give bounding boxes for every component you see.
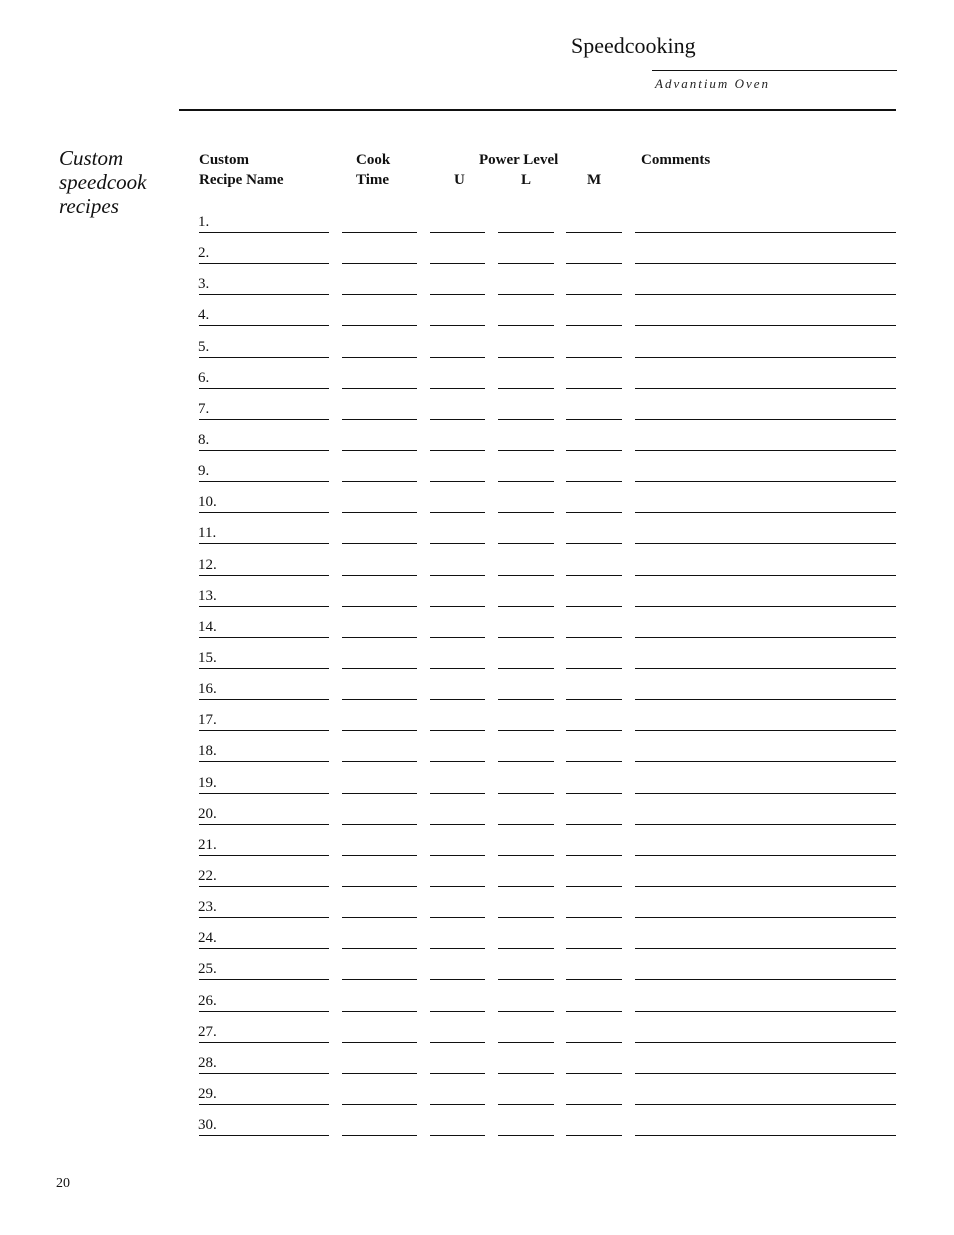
recipe-name-line — [199, 512, 329, 513]
recipe-name-line — [199, 761, 329, 762]
row-number: 4. — [198, 307, 210, 323]
comments-line — [635, 419, 896, 420]
cook-time-line — [342, 917, 417, 918]
comments-line — [635, 1042, 896, 1043]
power-l-line — [498, 325, 554, 326]
recipe-name-line — [199, 917, 329, 918]
power-l-line — [498, 886, 554, 887]
power-l-line — [498, 917, 554, 918]
power-m-line — [566, 481, 622, 482]
power-m-line — [566, 1042, 622, 1043]
power-l-line — [498, 730, 554, 731]
cook-time-line — [342, 730, 417, 731]
power-l-line — [498, 419, 554, 420]
comments-line — [635, 917, 896, 918]
row-number: 9. — [198, 463, 210, 479]
row-number: 24. — [198, 930, 217, 946]
power-m-line — [566, 948, 622, 949]
power-l-line — [498, 1042, 554, 1043]
cook-time-line — [342, 419, 417, 420]
power-l-line — [498, 761, 554, 762]
row-number: 1. — [198, 214, 210, 230]
power-l-line — [498, 512, 554, 513]
power-l-line — [498, 388, 554, 389]
power-m-line — [566, 637, 622, 638]
cook-time-line — [342, 761, 417, 762]
power-u-line — [430, 948, 485, 949]
recipe-name-line — [199, 1073, 329, 1074]
power-l-line — [498, 357, 554, 358]
row-number: 7. — [198, 401, 210, 417]
power-m-line — [566, 606, 622, 607]
power-m-line — [566, 575, 622, 576]
power-u-line — [430, 1104, 485, 1105]
row-number: 10. — [198, 494, 217, 510]
power-l-line — [498, 948, 554, 949]
power-l-line — [498, 1073, 554, 1074]
comments-line — [635, 357, 896, 358]
cook-time-line — [342, 1104, 417, 1105]
cook-time-line — [342, 699, 417, 700]
power-m-line — [566, 886, 622, 887]
comments-line — [635, 699, 896, 700]
power-l-line — [498, 1104, 554, 1105]
power-l-line — [498, 232, 554, 233]
power-l-line — [498, 699, 554, 700]
cook-time-line — [342, 357, 417, 358]
column-header-power-l: L — [521, 172, 532, 188]
recipe-name-line — [199, 886, 329, 887]
recipe-name-line — [199, 1135, 329, 1136]
comments-line — [635, 979, 896, 980]
comments-line — [635, 948, 896, 949]
power-u-line — [430, 1042, 485, 1043]
column-header-power-level: Power Level — [479, 152, 559, 168]
power-m-line — [566, 325, 622, 326]
power-l-line — [498, 637, 554, 638]
cook-time-line — [342, 637, 417, 638]
power-l-line — [498, 481, 554, 482]
row-number: 28. — [198, 1055, 217, 1071]
comments-line — [635, 325, 896, 326]
recipe-name-line — [199, 1011, 329, 1012]
cook-time-line — [342, 606, 417, 607]
comments-line — [635, 886, 896, 887]
recipe-name-line — [199, 855, 329, 856]
row-number: 22. — [198, 868, 217, 884]
comments-line — [635, 543, 896, 544]
power-l-line — [498, 543, 554, 544]
cook-time-line — [342, 979, 417, 980]
cook-time-line — [342, 793, 417, 794]
power-u-line — [430, 325, 485, 326]
power-m-line — [566, 450, 622, 451]
power-u-line — [430, 481, 485, 482]
power-l-line — [498, 294, 554, 295]
comments-line — [635, 388, 896, 389]
power-u-line — [430, 730, 485, 731]
power-m-line — [566, 357, 622, 358]
power-u-line — [430, 761, 485, 762]
comments-line — [635, 450, 896, 451]
power-u-line — [430, 824, 485, 825]
cook-time-line — [342, 575, 417, 576]
power-m-line — [566, 512, 622, 513]
row-number: 17. — [198, 712, 217, 728]
comments-line — [635, 730, 896, 731]
power-u-line — [430, 886, 485, 887]
row-number: 14. — [198, 619, 217, 635]
power-m-line — [566, 761, 622, 762]
cook-time-line — [342, 388, 417, 389]
column-header-comments: Comments — [641, 152, 711, 168]
row-number: 19. — [198, 775, 217, 791]
power-u-line — [430, 1135, 485, 1136]
row-number: 23. — [198, 899, 217, 915]
row-number: 13. — [198, 588, 217, 604]
cook-time-line — [342, 1011, 417, 1012]
column-header-cook-time: Cook Time — [356, 152, 391, 188]
power-u-line — [430, 979, 485, 980]
cook-time-line — [342, 886, 417, 887]
power-u-line — [430, 294, 485, 295]
recipe-name-line — [199, 419, 329, 420]
power-u-line — [430, 668, 485, 669]
power-m-line — [566, 388, 622, 389]
column-header-power-m: M — [587, 172, 602, 188]
recipe-name-line — [199, 294, 329, 295]
recipe-name-line — [199, 824, 329, 825]
row-number: 21. — [198, 837, 217, 853]
power-u-line — [430, 575, 485, 576]
cook-time-line — [342, 855, 417, 856]
power-u-line — [430, 357, 485, 358]
cook-time-line — [342, 450, 417, 451]
cook-time-line — [342, 1042, 417, 1043]
cook-time-line — [342, 325, 417, 326]
column-header-recipe-name: Custom Recipe Name — [199, 152, 284, 188]
power-l-line — [498, 979, 554, 980]
cook-time-line — [342, 512, 417, 513]
cook-time-line — [342, 232, 417, 233]
power-u-line — [430, 917, 485, 918]
power-l-line — [498, 824, 554, 825]
power-u-line — [430, 232, 485, 233]
power-m-line — [566, 294, 622, 295]
row-number: 26. — [198, 993, 217, 1009]
cook-time-line — [342, 1135, 417, 1136]
power-m-line — [566, 668, 622, 669]
comments-line — [635, 232, 896, 233]
comments-line — [635, 1073, 896, 1074]
recipe-name-line — [199, 575, 329, 576]
comments-line — [635, 575, 896, 576]
power-u-line — [430, 543, 485, 544]
power-u-line — [430, 1073, 485, 1074]
recipe-name-line — [199, 263, 329, 264]
comments-line — [635, 637, 896, 638]
power-m-line — [566, 1135, 622, 1136]
recipe-name-line — [199, 979, 329, 980]
comments-line — [635, 793, 896, 794]
power-m-line — [566, 232, 622, 233]
comments-line — [635, 294, 896, 295]
comments-line — [635, 512, 896, 513]
power-u-line — [430, 419, 485, 420]
row-number: 5. — [198, 339, 210, 355]
comments-line — [635, 761, 896, 762]
row-number: 8. — [198, 432, 210, 448]
page-title: Speedcooking — [571, 33, 696, 58]
comments-line — [635, 481, 896, 482]
power-l-line — [498, 793, 554, 794]
row-number: 18. — [198, 743, 217, 759]
row-number: 20. — [198, 806, 217, 822]
power-m-line — [566, 263, 622, 264]
recipe-name-line — [199, 543, 329, 544]
row-number: 11. — [198, 525, 217, 541]
comments-line — [635, 606, 896, 607]
recipe-name-line — [199, 793, 329, 794]
power-u-line — [430, 855, 485, 856]
recipe-name-line — [199, 1042, 329, 1043]
power-l-line — [498, 855, 554, 856]
cook-time-line — [342, 948, 417, 949]
recipe-name-line — [199, 668, 329, 669]
row-number: 6. — [198, 370, 210, 386]
power-l-line — [498, 575, 554, 576]
cook-time-line — [342, 481, 417, 482]
cook-time-line — [342, 668, 417, 669]
power-m-line — [566, 543, 622, 544]
power-u-line — [430, 388, 485, 389]
comments-line — [635, 1011, 896, 1012]
section-title: Custom speedcook recipes — [59, 146, 147, 218]
power-u-line — [430, 606, 485, 607]
recipe-name-line — [199, 730, 329, 731]
comments-line — [635, 1135, 896, 1136]
power-m-line — [566, 1104, 622, 1105]
column-header-power-u: U — [454, 172, 465, 188]
power-l-line — [498, 668, 554, 669]
power-l-line — [498, 450, 554, 451]
recipe-name-line — [199, 637, 329, 638]
power-m-line — [566, 793, 622, 794]
row-number: 16. — [198, 681, 217, 697]
row-number: 2. — [198, 245, 210, 261]
row-number: 12. — [198, 557, 217, 573]
row-number: 30. — [198, 1117, 217, 1133]
power-m-line — [566, 917, 622, 918]
comments-line — [635, 855, 896, 856]
power-u-line — [430, 512, 485, 513]
recipe-name-line — [199, 325, 329, 326]
cook-time-line — [342, 1073, 417, 1074]
power-l-line — [498, 1011, 554, 1012]
cook-time-line — [342, 824, 417, 825]
recipe-name-line — [199, 388, 329, 389]
recipe-name-line — [199, 1104, 329, 1105]
row-number: 3. — [198, 276, 210, 292]
power-u-line — [430, 699, 485, 700]
power-u-line — [430, 263, 485, 264]
recipe-name-line — [199, 232, 329, 233]
comments-line — [635, 263, 896, 264]
power-u-line — [430, 1011, 485, 1012]
row-number: 15. — [198, 650, 217, 666]
row-number: 25. — [198, 961, 217, 977]
recipe-name-line — [199, 699, 329, 700]
recipe-name-line — [199, 357, 329, 358]
recipe-name-line — [199, 481, 329, 482]
power-m-line — [566, 419, 622, 420]
cook-time-line — [342, 294, 417, 295]
comments-line — [635, 824, 896, 825]
power-m-line — [566, 1073, 622, 1074]
power-l-line — [498, 1135, 554, 1136]
recipe-name-line — [199, 948, 329, 949]
power-m-line — [566, 855, 622, 856]
power-m-line — [566, 979, 622, 980]
power-u-line — [430, 637, 485, 638]
comments-line — [635, 668, 896, 669]
power-m-line — [566, 824, 622, 825]
row-number: 29. — [198, 1086, 217, 1102]
cook-time-line — [342, 543, 417, 544]
page-subtitle: Advantium Oven — [655, 76, 771, 91]
power-l-line — [498, 263, 554, 264]
cook-time-line — [342, 263, 417, 264]
recipe-name-line — [199, 606, 329, 607]
row-number: 27. — [198, 1024, 217, 1040]
page-number: 20 — [56, 1176, 70, 1191]
power-m-line — [566, 1011, 622, 1012]
power-m-line — [566, 730, 622, 731]
power-m-line — [566, 699, 622, 700]
recipe-name-line — [199, 450, 329, 451]
power-l-line — [498, 606, 554, 607]
power-u-line — [430, 450, 485, 451]
power-u-line — [430, 793, 485, 794]
comments-line — [635, 1104, 896, 1105]
